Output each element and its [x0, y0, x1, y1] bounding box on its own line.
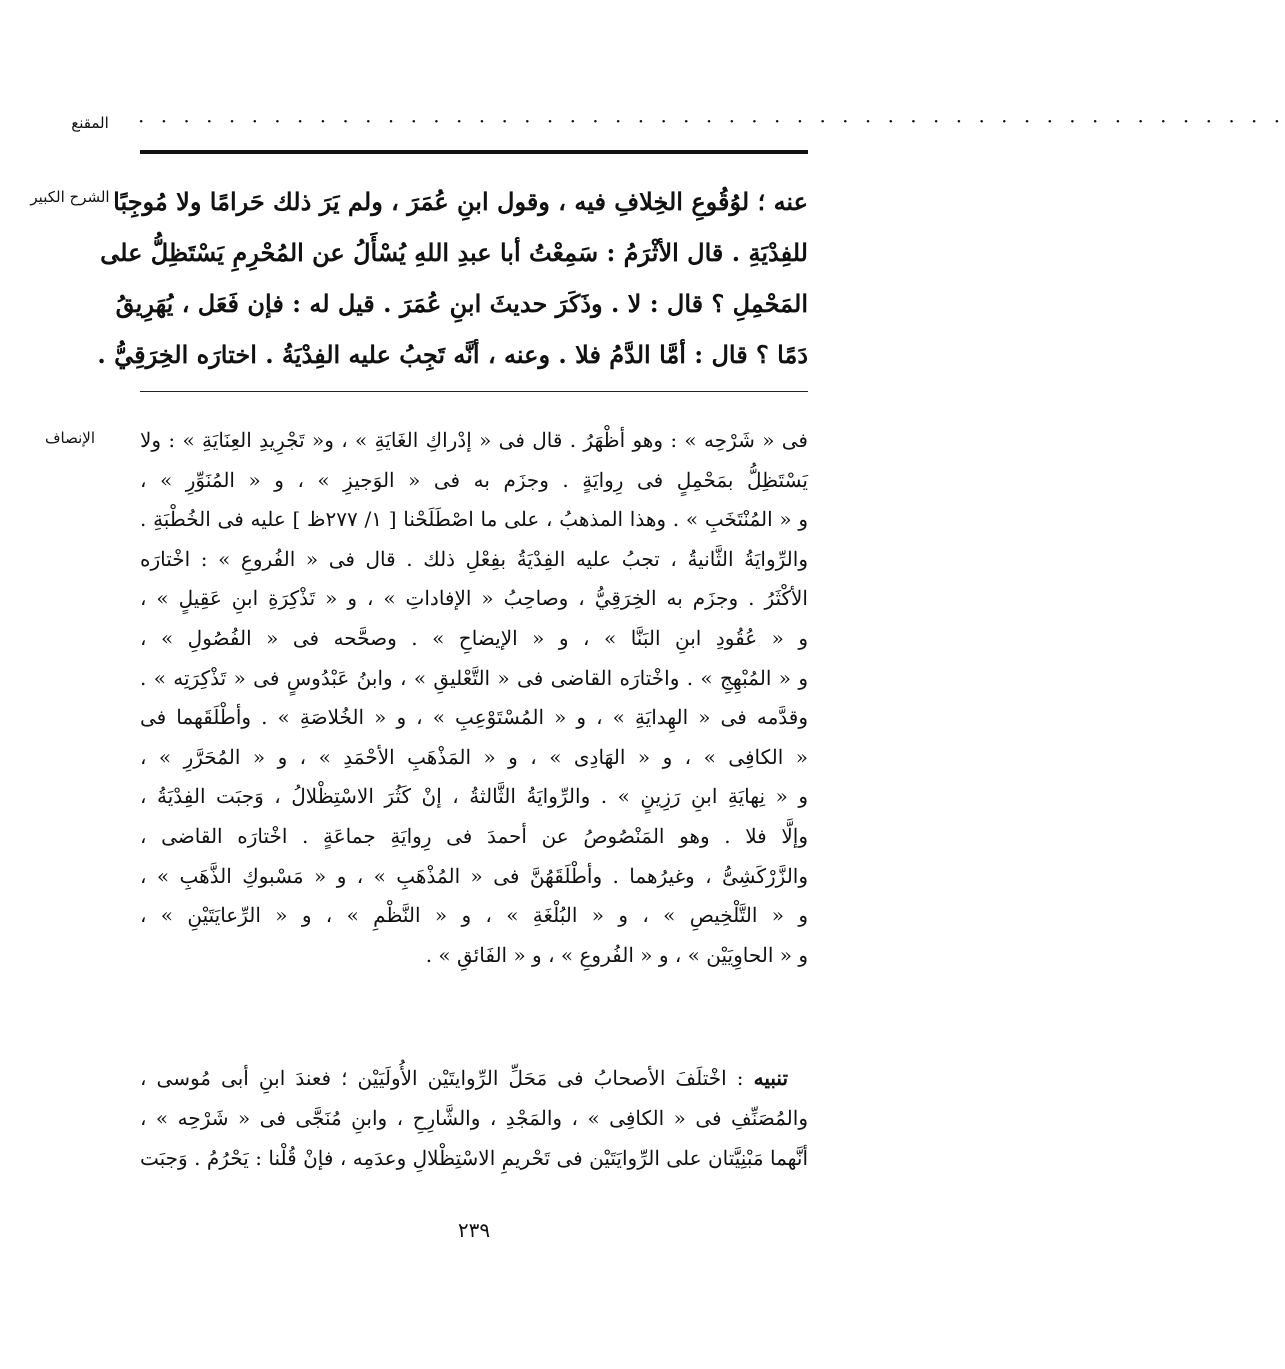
sharh-line: دَمًا ؟ قال : أمَّا الدَّمُ فلا . وعنه ، أنَّه تَجِبُ عليه الفِدْيَةُ . اختارَه الخِرَقِيُّ .	[97, 340, 808, 369]
insaf-line: والرِّوايَةُ الثَّانيةُ ، تجبُ عليه الفِدْيَةُ بفِعْلِ ذلك . قال فى « الفُروعِ » : اخْتارَه	[140, 546, 808, 571]
insaf-line: و « الحاوِيَيْن » ، و « الفُروعِ » ، و « الفَائقِ » .	[425, 942, 808, 967]
tanbih-line-text: : اخْتلَفَ الأصحابُ فى مَحَلِّ الرِّوايتَيْن الأُولَيَيْن ؛ فعندَ ابنِ أبى مُوسى ،	[140, 1066, 744, 1090]
insaf-line: والزَّرْكَشِىُّ ، وغيرُهما . وأطْلَقَهُنَّ فى « المُذْهَبِ » ، و « مَسْبوكِ الذَّهَبِ » ،	[140, 863, 808, 888]
sharh-line: عنه ؛ لوُقُوعِ الخِلافِ فيه ، وقول ابنِ عُمَرَ ، ولم يَرَ ذلك حَرامًا ولا مُوجِبًا	[113, 187, 808, 216]
tanbih-line: والمُصَنِّفِ فى « الكافِى » ، والمَجْدِ ، والشَّارِحِ ، وابنِ مُنَجَّى فى « شَرْحِه » ،	[140, 1106, 808, 1130]
insaf-line: و « عُقُودِ ابنِ البَنَّا » ، و « الإيضاحِ » . وصحَّحه فى « الفُصُولِ » ،	[140, 625, 808, 650]
insaf-line: فى « شَرْحِه » : وهو أظْهَرُ . قال فى « إدْراكِ الغَايَةِ » ، و« تَجْرِيدِ العِنَايَةِ » : ولا	[140, 428, 808, 452]
tanbih-text-block	[140, 1058, 808, 1178]
running-header-title: المقنع	[71, 114, 109, 132]
insaf-text-block	[140, 421, 808, 975]
insaf-line: و « المُنْتَخَبِ » . وهذا المذهبُ ، على ما اصْطَلَحْنا [ ١/ ٢٧٧ظ ] عليه فى الخُطْبَةِ .	[140, 507, 808, 532]
section-divider-rule	[140, 391, 808, 392]
tanbih-label: تنبيه	[753, 1066, 789, 1090]
insaf-line: وقدَّمه فى « الهِدايَةِ » ، و « المُسْتَوْعِبِ » ، و « الخُلاصَةِ » . وأطْلَقَهما فى	[140, 705, 808, 730]
insaf-line: يَسْتَظِلُّ بمَحْمِلٍ فى رِوايَةٍ . وجزَم به فى « الوَجيزِ » ، و « المُنَوِّرِ » ،	[140, 467, 808, 492]
insaf-line: و « التَّلْخِيصِ » ، و « البُلْغَةِ » ، و « النَّظْمِ » ، و « الرِّعايَتَيْنِ » ،	[140, 903, 808, 928]
insaf-line: « الكافِى » ، و « الهَادِى » ، و « المَذْهَبِ الأحْمَدِ » ، و « المُحَرَّرِ » ،	[140, 744, 808, 769]
header-rule	[140, 150, 808, 154]
insaf-line: الأكْثَرُ . وجزَم به الخِرَقِيُّ ، وصاحِبُ « الإفاداتِ » ، و « تَذْكِرَةِ ابنِ عَقِيلٍ » ،	[140, 586, 808, 611]
sharh-text-block	[97, 176, 808, 380]
header-dotted-leader: · · · · · · · · · · · · · · · · · · · · · · · · · · · · · · · · · · · · · · · · · · · · · · · · · · ·	[138, 109, 1285, 133]
sharh-line: المَحْمِلِ ؟ قال : لا . وذَكَرَ حديثَ ابنِ عُمَرَ . قيل له : فإن فَعَل ، يُهَرِيقُ	[115, 289, 808, 318]
sharh-line: للفِدْيَةِ . قال الأثْرَمُ : سَمِعْتُ أبا عبدِ اللهِ يُسْأَلُ عن المُحْرِمِ يَسْتَظِلُّ على	[100, 238, 808, 267]
page-number: ٢٣٩	[457, 1218, 491, 1242]
tanbih-line: أنَّهما مَبْنِيَّتان على الرِّوايَتَيْن فى تَحْريمِ الاسْتِظْلالِ وعدَمِه ، فإنْ قُلْنا : يَحْرُمُ . وَجبَت	[140, 1146, 809, 1170]
insaf-line: و « نِهايَةِ ابنِ رَزِينٍ » . والرِّوايَةُ الثَّالثةُ ، إنْ كَثُرَ الاسْتِظْلالُ ، وَجبَت الفِدْيَةُ ،	[140, 784, 808, 809]
insaf-line: وإلَّا فلا . وهو المَنْصُوصُ عن أحمدَ فى رِوايَةِ جماعَةٍ . اخْتارَه القاضى ،	[140, 823, 808, 848]
insaf-section-label: الإنصاف	[44, 429, 96, 447]
sharh-section-label: الشرح الكبير	[30, 188, 110, 206]
insaf-line: و « المُبْهِجِ » . واخْتارَه القاضى فى « التَّعْليقِ » ، وابنُ عَبْدُوسٍ فى « تَذْكِرَتِه » .	[140, 665, 808, 690]
tanbih-first-line	[140, 1058, 808, 1098]
